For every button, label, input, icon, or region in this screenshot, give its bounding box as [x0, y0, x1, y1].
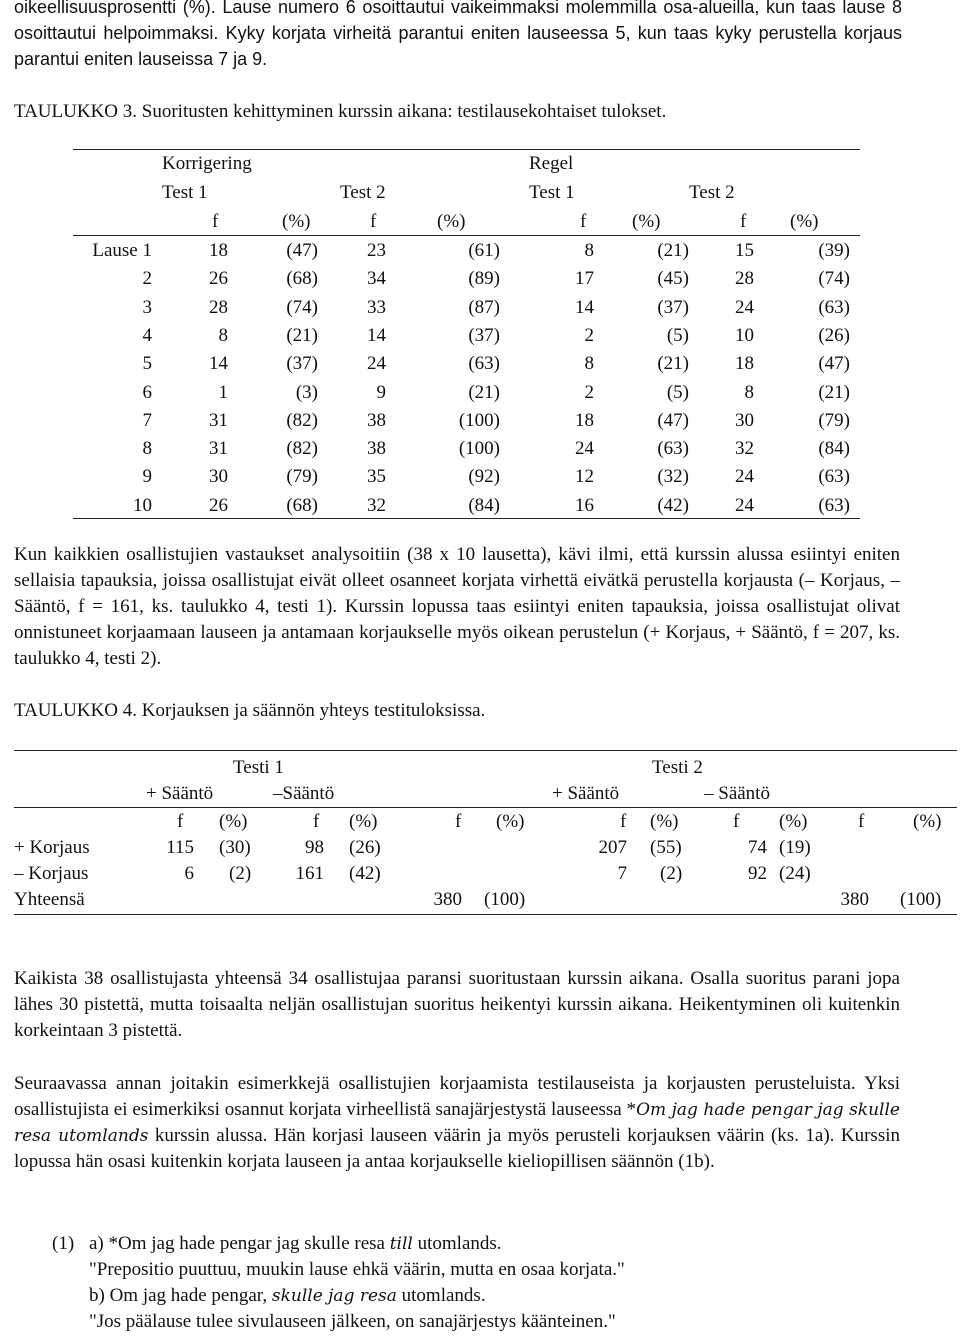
table3-cell: 38	[367, 409, 386, 431]
table3-cell: 26	[209, 268, 228, 290]
table3-row-label: 3	[142, 296, 152, 318]
table3-cell: (5)	[666, 324, 689, 346]
table3-cell: (92)	[468, 466, 500, 488]
table3-cell: 2	[584, 381, 594, 403]
table3-cell: 1	[218, 381, 228, 403]
example-b-end: utomlands.	[401, 1285, 486, 1306]
table3-cell: 8	[744, 381, 754, 403]
table3-korr-test1: Test 1	[162, 182, 208, 203]
table4-cell: 7	[617, 863, 627, 884]
intro-paragraph: oikeellisuusprosentti (%). Lause numero 6 osoittautui vaikeimmaksi molemmilla osa-alueilla, kun taas lause 8 osoittautui helpoimmaksi. Kyky korjata virheitä parantui eniten lauseessa 5, kun taas kyky perustella korjaus parantui eniten lauseissa 7 ja 9.	[14, 0, 902, 69]
table3-cell: 30	[209, 466, 228, 488]
table3-cell: 35	[367, 466, 386, 488]
table3-cell: 32	[735, 438, 754, 460]
table3-cell: 28	[735, 268, 754, 290]
table3-row-label: 4	[142, 324, 152, 346]
table3-cell: (32)	[657, 466, 689, 488]
table4-cell: (42)	[349, 863, 381, 884]
table4-row-total-label: Yhteensä	[14, 889, 85, 910]
table3-cell: (63)	[657, 438, 689, 460]
table4-f-header: f	[177, 811, 184, 832]
example-a-italic: till	[389, 1234, 413, 1254]
table3-pct-header: (%)	[437, 211, 466, 232]
example-b-quote: "Jos päälause tulee sivulauseen jälkeen, on sanajärjestys käänteinen."	[89, 1311, 616, 1332]
table3-cell: (21)	[468, 381, 500, 403]
table3-row-label: 9	[142, 466, 152, 488]
table3-cell: 15	[735, 240, 754, 261]
table3-cell: (84)	[818, 438, 850, 460]
table4-pct-header: (%)	[913, 811, 942, 832]
table3-cell: (39)	[818, 240, 850, 261]
table3-cell: (37)	[657, 296, 689, 318]
table3-cell: 18	[575, 409, 594, 431]
table3-cell: (21)	[657, 353, 689, 375]
table3-cell: 12	[575, 466, 594, 488]
table4-f-header: f	[620, 811, 627, 832]
table4-caption	[14, 700, 485, 722]
table3-cell: (87)	[468, 296, 500, 318]
table4-cell: 380	[840, 889, 869, 910]
table3-cell: 31	[209, 438, 228, 460]
table3-cell: 9	[376, 381, 386, 403]
table4-cell: 161	[295, 863, 324, 884]
table3-cell: (79)	[286, 466, 318, 488]
table4-cell: (100)	[900, 889, 942, 910]
table3-korr-test2: Test 2	[340, 182, 386, 203]
table3-f-header: f	[740, 211, 747, 232]
table3-group-regel: Regel	[529, 153, 574, 174]
table3-cell: (47)	[657, 409, 689, 431]
table3-regel-test1: Test 1	[529, 182, 575, 203]
table3-cell: (21)	[657, 240, 689, 261]
table3-cell: (84)	[468, 494, 500, 516]
example-b-italic: skulle jag resa	[271, 1286, 397, 1306]
table3-cell: 31	[209, 409, 228, 431]
table3-f-header: f	[580, 211, 587, 232]
table4-f-header: f	[455, 811, 462, 832]
example-a-label: a) *Om jag hade pengar jag skulle resa	[89, 1233, 385, 1254]
table4-top-rule	[14, 750, 957, 751]
table3-cell: (74)	[286, 296, 318, 318]
table4-cell: 380	[433, 889, 462, 910]
table3-row-label: 6	[142, 381, 152, 403]
table3-cell: (68)	[286, 268, 318, 290]
table3-cell: (42)	[657, 494, 689, 516]
table3-cell: 8	[584, 240, 594, 261]
example-a-end: utomlands.	[417, 1233, 502, 1254]
table4-cell: (30)	[219, 837, 251, 858]
example-a-quote: "Prepositio puuttuu, muukin lause ehkä väärin, mutta en osaa korjata."	[89, 1259, 625, 1280]
table3-caption	[14, 101, 666, 123]
table4-cell: (2)	[229, 863, 252, 884]
table3-pct-header: (%)	[632, 211, 661, 232]
table3-cell: (37)	[286, 353, 318, 375]
example-b-label: b) Om jag hade pengar,	[89, 1285, 268, 1306]
table4-cell: (100)	[484, 889, 526, 910]
table3-row-label: Lause 1	[92, 240, 152, 261]
table3-row-label: 5	[142, 353, 152, 375]
table3-cell: 8	[584, 353, 594, 375]
table3-cell: (21)	[818, 381, 850, 403]
table3-cell: (89)	[468, 268, 500, 290]
table3-cell: 28	[209, 296, 228, 318]
table3-cell: (5)	[666, 381, 689, 403]
table4-row-minus-korjaus-label: – Korjaus	[14, 863, 89, 884]
table3-row-label: 10	[133, 494, 152, 516]
table3-f-header: f	[212, 211, 219, 232]
example-1-b	[52, 1283, 625, 1309]
table3-pct-header: (%)	[282, 211, 311, 232]
table4-pct-header: (%)	[779, 811, 808, 832]
table3-cell: (21)	[286, 324, 318, 346]
table3-cell: 14	[575, 296, 594, 318]
table3-cell: 24	[735, 494, 754, 516]
example-1	[52, 1231, 625, 1335]
table3-cell: 24	[735, 466, 754, 488]
table3-cell: 18	[209, 240, 228, 261]
example-1-a	[52, 1231, 625, 1257]
table3-cell: (37)	[468, 324, 500, 346]
table3-cell: 34	[367, 268, 386, 290]
table3-cell: (63)	[818, 296, 850, 318]
table4-t1-plus-saanto: + Sääntö	[146, 783, 214, 804]
table3-cell: (100)	[458, 409, 500, 431]
table4-cell: 6	[184, 863, 194, 884]
handwritten-example-sentence: Om jag hade pengar jag skulle resa utomlands	[14, 1100, 900, 1146]
table3-cell: 24	[575, 438, 594, 460]
table4-cell: (24)	[779, 863, 811, 884]
table3-cell: 23	[367, 240, 386, 261]
table4-testi2: Testi 2	[652, 757, 703, 778]
table3-regel-test2: Test 2	[689, 182, 735, 203]
table3-cell: (47)	[286, 240, 318, 261]
table3-cell: 30	[735, 409, 754, 431]
table4-cell: (26)	[349, 837, 381, 858]
example-number: (1)	[52, 1233, 75, 1254]
table4-pct-header: (%)	[219, 811, 248, 832]
table3-row-label: 2	[142, 268, 152, 290]
paragraph-4	[14, 1071, 900, 1175]
table4-cell: 98	[305, 837, 324, 858]
table3-cell: 17	[575, 268, 594, 290]
paragraph-4-before: Seuraavassa annan joitakin esimerkkejä osallistujien korjaamista testilauseista ja korjausten perusteluista. Yksi osallistujista ei esimerkiksi osannut korjata virheellistä sanajärjestystä lauseessa *	[14, 1073, 900, 1120]
table3-cell: (47)	[818, 353, 850, 375]
table3-cell: 26	[209, 494, 228, 516]
table3-cell: (82)	[286, 409, 318, 431]
table3-cell: 14	[209, 353, 228, 375]
table4-cell: (19)	[779, 837, 811, 858]
table4-pct-header: (%)	[650, 811, 679, 832]
paragraph-4-after: kurssin alussa. Hän korjasi lauseen väärin ja myös perusteli korjauksen väärin (ks. 1a). Kurssin lopussa hän osasi kuitenkin korjata lauseen ja antaa korjaukselle kieliopillisen säännön (1b).	[14, 1125, 901, 1172]
table3-pct-header: (%)	[790, 211, 819, 232]
table3-caption-text: Suoritusten kehittyminen kurssin aikana: testilausekohtaiset tulokset.	[141, 101, 667, 122]
table3-group-korrigering: Korrigering	[162, 153, 252, 174]
table4-cell: 74	[748, 837, 767, 858]
table3-caption-label: TAULUKKO 3.	[14, 101, 138, 122]
table3-cell: 18	[735, 353, 754, 375]
table3-cell: (74)	[818, 268, 850, 290]
table4-row-plus-korjaus-label: + Korjaus	[14, 837, 90, 858]
table4-f-header: f	[313, 811, 320, 832]
paragraph-3: Kaikista 38 osallistujasta yhteensä 34 osallistujaa paransi suoritustaan kurssin aikana. Osalla suoritus parani jopa lähes 30 pistettä, mutta toisaalta neljän osallistujan suoritus heikentyi kurssin aikana. Heikentyminen oli kuitenkin korkeintaan 3 pistettä.	[14, 968, 900, 1041]
table4-pct-header: (%)	[349, 811, 378, 832]
table3-cell: 2	[584, 324, 594, 346]
table4-t1-minus-saanto: –Sääntö	[273, 783, 335, 804]
table4-cell: 92	[748, 863, 767, 884]
table3-cell: 14	[367, 324, 386, 346]
table3-f-header: f	[370, 211, 377, 232]
table4-testi1: Testi 1	[233, 757, 284, 778]
table4-caption-label: TAULUKKO 4.	[14, 700, 138, 721]
table3-cell: (63)	[818, 466, 850, 488]
table3-cell: 16	[575, 494, 594, 516]
table3-cell: (26)	[818, 324, 850, 346]
table3-cell: 10	[735, 324, 754, 346]
table3-row-label: 8	[142, 438, 152, 460]
table3-cell: 24	[735, 296, 754, 318]
middle-paragraph: Kun kaikkien osallistujien vastaukset analysoitiin (38 x 10 lausetta), kävi ilmi, että kurssin alussa esiintyi eniten sellaisia tapauksia, joissa osallistujat eivät olleet osanneet korjata virhettä eivätkä perustella korjausta (– Korjaus, – Sääntö, f = 161, ks. taulukko 4, testi 1). Kurssin lopussa taas esiintyi eniten tapauksia, joissa osallistujat olivat onnistuneet korjaamaan lauseen ja antamaan korjaukselle myös oikean perustelun (+ Korjaus, + Sääntö, f = 207, ks. taulukko 4, testi 2).	[14, 544, 900, 669]
table3-cell: (63)	[468, 353, 500, 375]
table3-cell: (79)	[818, 409, 850, 431]
table4-f-header: f	[858, 811, 865, 832]
table4-cell: (55)	[650, 837, 682, 858]
table3-cell: (68)	[286, 494, 318, 516]
table4-pct-header: (%)	[496, 811, 525, 832]
table3-cell: (63)	[818, 494, 850, 516]
table3-cell: 24	[367, 353, 386, 375]
table3-cell: (45)	[657, 268, 689, 290]
table4-caption-text: Korjauksen ja säännön yhteys testituloksissa.	[141, 700, 486, 721]
table4-f-header: f	[733, 811, 740, 832]
table4-cell: 115	[166, 837, 194, 858]
table3-row-label: 7	[142, 409, 152, 431]
table4-bottom-rule	[14, 914, 957, 915]
table3-cell: (3)	[295, 381, 318, 403]
table3-cell: (61)	[468, 240, 500, 261]
table4-t2-minus-saanto: – Sääntö	[704, 783, 770, 804]
table3-cell: (100)	[458, 438, 500, 460]
table3-cell: 33	[367, 296, 386, 318]
table4-t2-plus-saanto: + Sääntö	[552, 783, 620, 804]
table3-cell: 8	[218, 324, 228, 346]
table3-cell: 38	[367, 438, 386, 460]
table3-cell: (82)	[286, 438, 318, 460]
table4-cell: 207	[598, 837, 627, 858]
table4-cell: (2)	[660, 863, 683, 884]
table3-cell: 32	[367, 494, 386, 516]
